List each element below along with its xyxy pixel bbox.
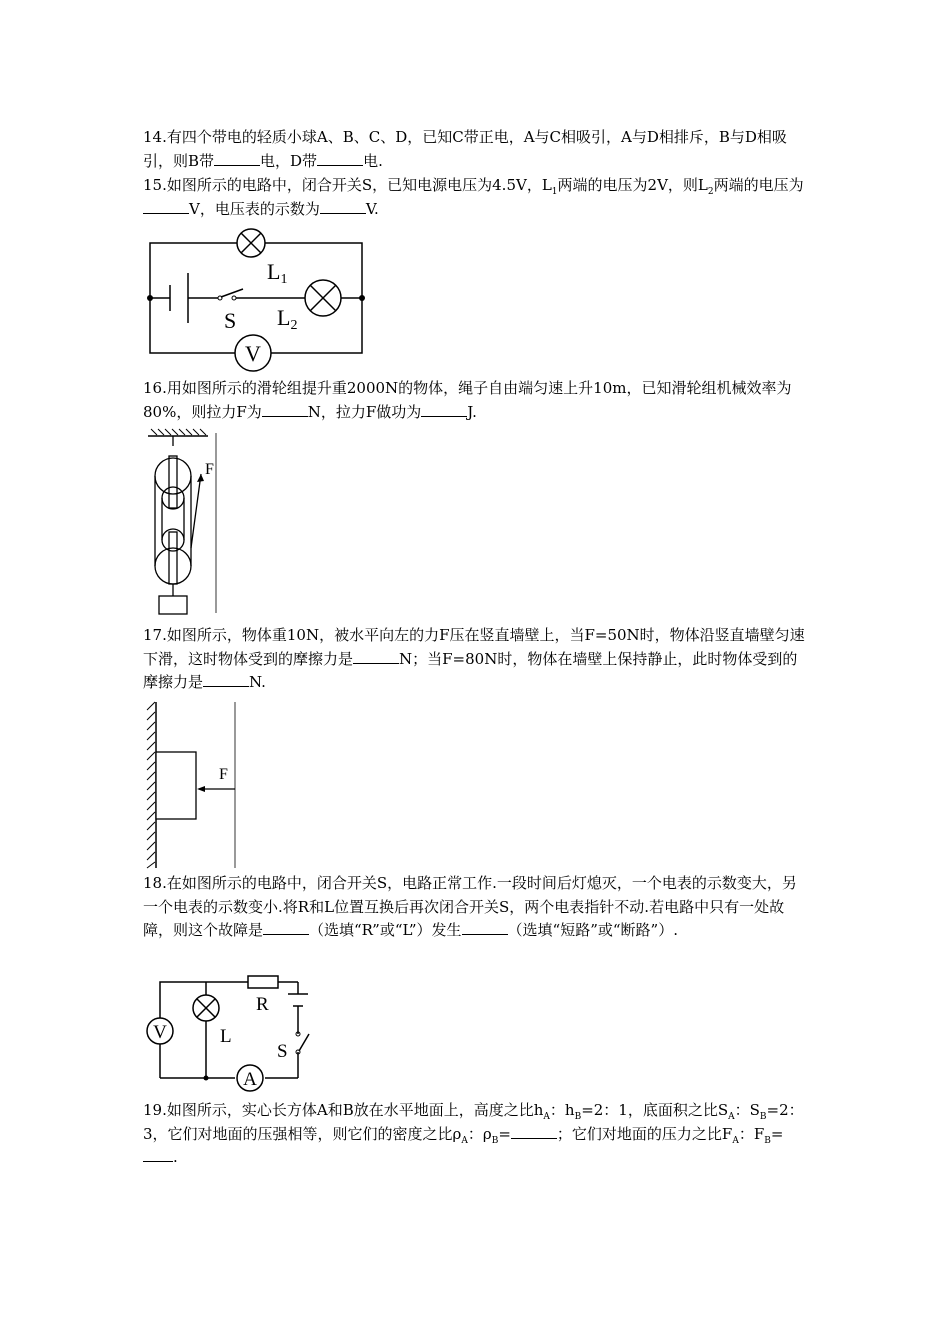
q16-blank-force[interactable] (262, 402, 308, 417)
q17-blank-static[interactable] (203, 672, 249, 687)
question-18 (143, 872, 811, 943)
switch-s (296, 1032, 309, 1054)
lamp-l (193, 995, 219, 1021)
q19-number: 19. (143, 1101, 167, 1119)
force-label: F (205, 461, 214, 478)
q15-circuit-diagram (140, 225, 375, 365)
junction-dot (204, 1076, 209, 1081)
wall-hatch (147, 702, 156, 868)
load-block (159, 596, 187, 614)
lamp-l2 (305, 280, 341, 316)
q17-wall-diagram (143, 700, 243, 872)
q15-blank-l2[interactable] (143, 199, 189, 214)
force-arrow (197, 786, 205, 792)
voltmeter-label: V (153, 1022, 167, 1043)
q14-blank-b[interactable] (214, 151, 260, 166)
q16-text: 16.用如图所示的滑轮组提升重2000N的物体，绳子自由端匀速上升10m，已知滑轮组机械效率为80%，则拉力F为 N，拉力F做功为 J. (143, 379, 792, 421)
q19-text: 19.如图所示，实心长方体A和B放在水平地面上，高度之比$h_A$：$h_B=2$：1，底面积之比$S_A$：$S_B=2$：3，它们对地面的压强相等，则它们的密度之比$\rho_A$：$\rho_B=$ ；它们对地面的压力之比$F_A$：$F_B=$. (143, 1101, 804, 1166)
q16-blank-work[interactable] (421, 402, 467, 417)
junction-dot (359, 295, 365, 301)
lamp-l1-label: L1 (267, 259, 288, 287)
q17-blank-sliding[interactable] (353, 649, 399, 664)
voltmeter (235, 335, 271, 371)
q14-number: 14. (143, 128, 167, 146)
q18-text: 18.在如图所示的电路中，闭合开关S，电路正常工作.一段时间后灯熄灭，一个电表的示数变大，另一个电表的示数变小.将R和L位置互换后再次闭合开关S，两个电表指针不动.若电路中只有一处故障，则这个故障是 （选填“R”或“L”）发生 （选填“短路”或“断路”）. (143, 874, 797, 939)
switch-label: S (277, 1041, 288, 1062)
fixed-pulley-small (162, 487, 184, 509)
q17-number: 17. (143, 626, 167, 644)
q15-blank-voltmeter[interactable] (320, 199, 366, 214)
q14-blank-d[interactable] (317, 151, 363, 166)
q18-circuit-diagram (143, 972, 313, 1094)
force-label: F (219, 766, 228, 783)
q17-text: 17.如图所示，物体重10N，被水平向左的力F压在竖直墙壁上，当F=50N时，物体沿竖直墙壁匀速下滑，这时物体受到的摩擦力是 N；当F=80N时，物体在墙壁上保持静止，此时物体受到的摩擦力是 N. (143, 626, 805, 691)
movable-pulley-large (155, 548, 191, 584)
question-15 (143, 174, 811, 221)
battery (288, 994, 308, 1006)
ammeter-label: A (243, 1069, 257, 1090)
junction-dot (147, 295, 153, 301)
resistor-r (248, 976, 278, 988)
question-16 (143, 377, 811, 424)
q16-pulley-diagram (143, 428, 223, 618)
question-19 (143, 1099, 811, 1170)
lamp-l2-label: L2 (277, 305, 298, 333)
resistor-label: R (256, 994, 269, 1015)
question-14 (143, 126, 811, 173)
q14-text: 14.有四个带电的轻质小球A、B、C、D，已知C带正电，A与C相吸引，A与D相排斥，B与D相吸引，则B带 电，D带 电. (143, 128, 787, 170)
voltmeter (147, 1018, 173, 1044)
voltmeter-label: V (245, 341, 261, 366)
lamp-l1 (237, 229, 265, 257)
q15-text: 15.如图所示的电路中，闭合开关S，已知电源电压为4.5V，$L_1$两端的电压为2V，则$L_2$两端的电压为V，电压表的示数为 V. (143, 176, 804, 218)
fixed-pulley-large (155, 458, 191, 494)
q16-number: 16. (143, 379, 167, 397)
switch-label: S (224, 308, 237, 333)
q18-number: 18. (143, 874, 167, 892)
q18-blank-element[interactable] (263, 920, 309, 935)
force-arrow (197, 474, 204, 482)
q19-blank-force[interactable] (143, 1147, 173, 1162)
ceiling-hatch (148, 429, 208, 436)
q15-number: 15. (143, 176, 167, 194)
battery (170, 273, 188, 323)
lamp-label: L (220, 1026, 232, 1047)
block (156, 752, 196, 819)
ammeter (237, 1065, 263, 1091)
q19-blank-density[interactable] (511, 1124, 557, 1139)
question-17 (143, 624, 811, 695)
q18-blank-fault[interactable] (462, 920, 508, 935)
